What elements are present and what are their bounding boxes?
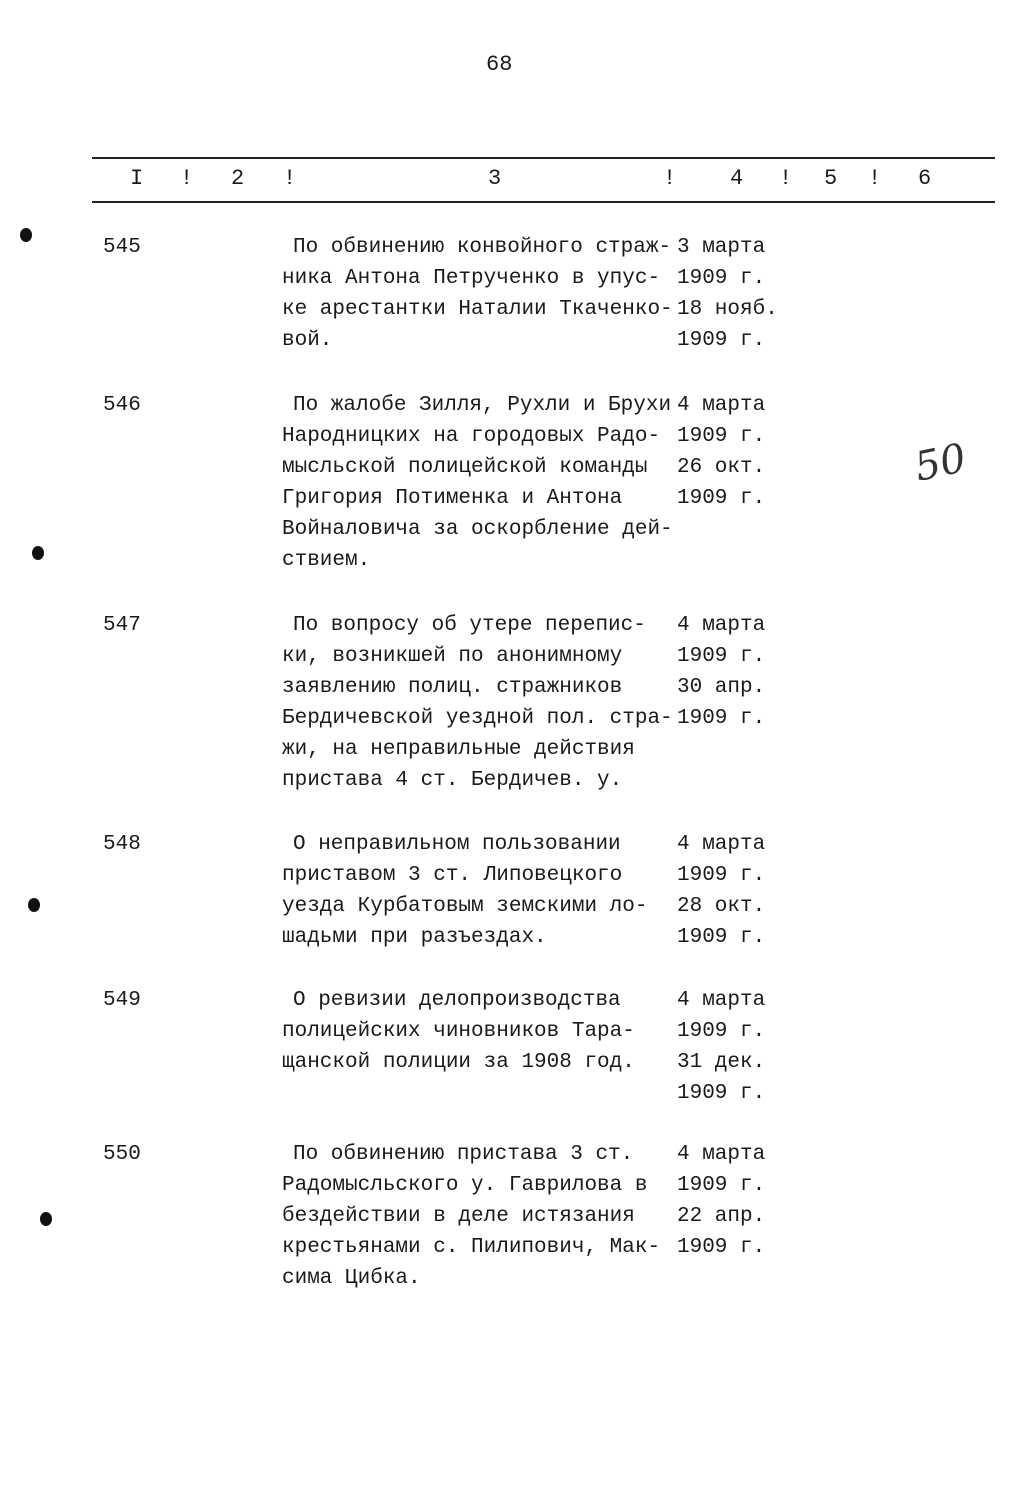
description-line: Радомысльского у. Гаврилова в [282, 1174, 648, 1197]
entry-description [282, 610, 673, 796]
handwritten-folio-number: 50 [910, 435, 971, 491]
description-line: О неправильном пользовании [293, 833, 621, 856]
date-line: 1909 г. [677, 926, 766, 949]
binding-hole-mark [32, 546, 44, 560]
column-header-5: 5 [824, 166, 838, 191]
description-line: Григория Потименка и Антона [282, 487, 623, 510]
entry-number: 545 [103, 236, 141, 259]
description-line: Войналовича за оскорбление дей- [282, 518, 673, 541]
description-line: приставом 3 ст. Липовецкого [282, 864, 623, 887]
date-line: 4 марта [677, 394, 766, 417]
column-header-4: 4 [730, 166, 744, 191]
entry-description [282, 829, 647, 953]
binding-hole-mark [40, 1212, 52, 1226]
description-line: ке арестантки Наталии Ткаченко- [282, 298, 673, 321]
description-line: мысльской полицейской команды [282, 456, 648, 479]
description-line: По обвинению конвойного страж- [293, 236, 672, 259]
description-line: ника Антона Петрученко в упус- [282, 267, 661, 290]
date-line: 1909 г. [677, 1236, 766, 1259]
entry-dates [677, 610, 765, 734]
date-line: 4 марта [677, 614, 766, 637]
entry-dates [677, 829, 765, 953]
date-line: 31 дек. [677, 1051, 766, 1074]
description-line: ки, возникшей по анонимному [282, 645, 623, 668]
column-header-3: 3 [488, 166, 502, 191]
date-line: 4 марта [677, 989, 766, 1012]
description-line: уезда Курбатовым земскими ло- [282, 895, 648, 918]
description-line: пристава 4 ст. Бердичев. у. [282, 769, 623, 792]
date-line: 30 апр. [677, 676, 766, 699]
description-line: заявлению полиц. стражников [282, 676, 623, 699]
date-line: 1909 г. [677, 329, 766, 352]
description-line: жи, на неправильные действия [282, 738, 635, 761]
date-line: 18 нояб. [677, 298, 778, 321]
description-line: щанской полиции за 1908 год. [282, 1051, 635, 1074]
date-line: 4 марта [677, 833, 766, 856]
date-line: 22 апр. [677, 1205, 766, 1228]
entry-number: 546 [103, 394, 141, 417]
date-line: 4 марта [677, 1143, 766, 1166]
entry-dates [677, 985, 765, 1109]
date-line: 1909 г. [677, 267, 766, 290]
date-line: 1909 г. [677, 487, 766, 510]
date-line: 1909 г. [677, 707, 766, 730]
binding-hole-mark [20, 228, 32, 242]
date-line: 1909 г. [677, 425, 766, 448]
column-header-2: 2 [231, 166, 245, 191]
date-line: 28 окт. [677, 895, 766, 918]
date-line: 3 марта [677, 236, 766, 259]
description-line: крестьянами с. Пилипович, Мак- [282, 1236, 661, 1259]
column-separator: ! [779, 166, 793, 191]
description-line: сима Цибка. [282, 1267, 421, 1290]
date-line: 1909 г. [677, 864, 766, 887]
description-line: ствием. [282, 549, 371, 572]
entry-number: 547 [103, 614, 141, 637]
date-line: 1909 г. [677, 1020, 766, 1043]
date-line: 26 окт. [677, 456, 766, 479]
description-line: Бердичевской уездной пол. стра- [282, 707, 673, 730]
entry-number: 549 [103, 989, 141, 1012]
column-separator: ! [283, 166, 297, 191]
entry-number: 548 [103, 833, 141, 856]
entry-description [282, 232, 673, 356]
date-line: 1909 г. [677, 1082, 766, 1105]
description-line: По вопросу об утере перепис- [293, 614, 646, 637]
entry-dates [677, 232, 778, 356]
column-separator: ! [180, 166, 194, 191]
description-line: Народницких на городовых Радо- [282, 425, 661, 448]
page-number: 68 [486, 52, 513, 77]
date-line: 1909 г. [677, 1174, 766, 1197]
binding-hole-mark [28, 898, 40, 912]
table-header-bottom-rule [92, 201, 995, 203]
description-line: вой. [282, 329, 333, 352]
entry-number: 550 [103, 1143, 141, 1166]
entry-description [282, 1139, 660, 1294]
date-line: 1909 г. [677, 645, 766, 668]
column-separator: ! [663, 166, 677, 191]
description-line: По обвинению пристава 3 ст. [293, 1143, 634, 1166]
description-line: По жалобе Зилля, Рухли и Брухи [293, 394, 672, 417]
description-line: полицейских чиновников Тара- [282, 1020, 635, 1043]
entry-description [282, 390, 673, 576]
column-separator: ! [868, 166, 882, 191]
description-line: О ревизии делопроизводства [293, 989, 621, 1012]
description-line: бездействии в деле истязания [282, 1205, 635, 1228]
description-line: шадьми при разъездах. [282, 926, 547, 949]
column-header-6: 6 [918, 166, 932, 191]
entry-dates [677, 1139, 765, 1263]
table-header-top-rule [92, 157, 995, 159]
entry-description [282, 985, 635, 1078]
column-header-1: I [130, 166, 144, 191]
entry-dates [677, 390, 765, 514]
